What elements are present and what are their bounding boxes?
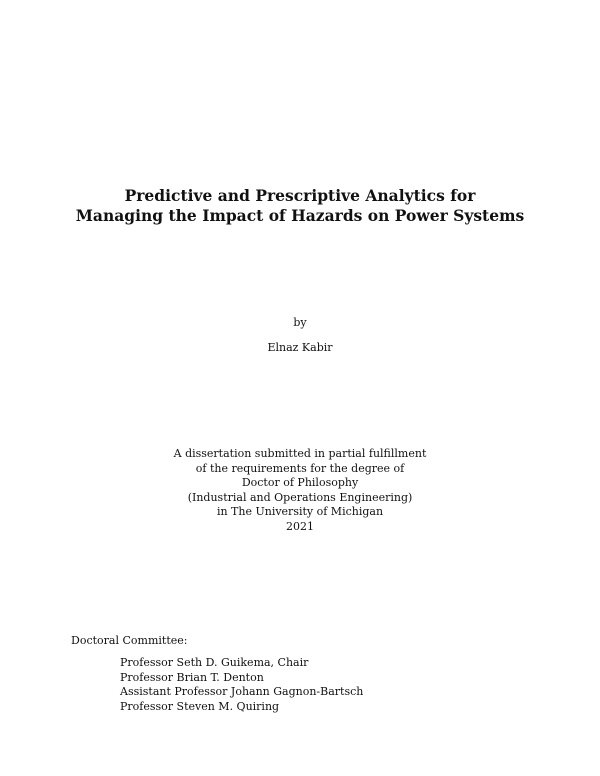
statement-line-3: Doctor of Philosophy xyxy=(241,476,359,490)
title-line-1: Predictive and Prescriptive Analytics for xyxy=(124,186,476,205)
committee-member: Assistant Professor Johann Gagnon-Bartsch xyxy=(120,685,364,699)
statement-line-4: (Industrial and Operations Engineering) xyxy=(187,490,413,504)
author-name: Elnaz Kabir xyxy=(267,341,333,354)
committee-member: Professor Seth D. Guikema, Chair xyxy=(120,656,309,669)
committee-member: Professor Brian T. Denton xyxy=(120,670,264,684)
degree-statement xyxy=(0,447,600,535)
dissertation-title xyxy=(0,186,600,226)
by-label: by xyxy=(293,316,307,329)
committee-heading: Doctoral Committee: xyxy=(71,634,188,647)
statement-line-2: of the requirements for the degree of xyxy=(195,461,405,475)
committee-member: Professor Steven M. Quiring xyxy=(120,699,280,713)
statement-line-5: in The University of Michigan xyxy=(216,505,384,519)
statement-line-1: A dissertation submitted in partial fulfillment xyxy=(173,447,427,460)
statement-year: 2021 xyxy=(286,519,314,533)
committee-list xyxy=(120,656,363,714)
title-line-2: Managing the Impact of Hazards on Power Systems xyxy=(75,206,525,225)
